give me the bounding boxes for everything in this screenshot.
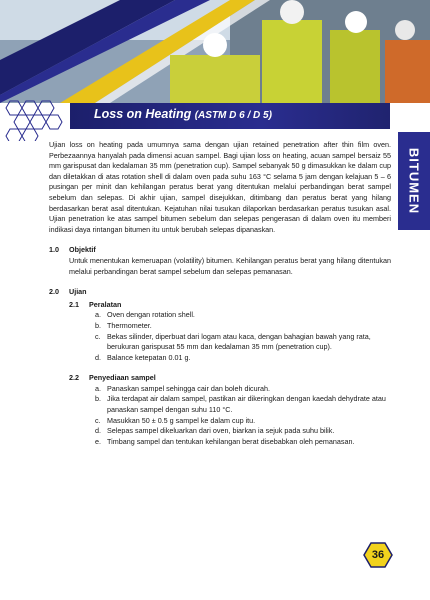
intro-paragraph: Ujian loss on heating pada umumnya sama dengan ujian retained penetration after thin film oven. Perbezaannya hanyalah pada dimensi acuan sampel. Bagi ujian loss on heating, acuan sampel bersaiz 55 mm garispusat dan kedalaman 35 mm (penetration cup). Sampel sebanyak 50 g dimasukkan ke dalam cup dan diletakkan di atas rotation shell di dalam oven pada suhu 163 °C selama 5 jam dengan kelajuan 5 – 6 pusingan per minit dan kehilangan peratus berat yang ditentukan melalui perbandingan berat sampel sebelum dan selepas. Di akhir ujian, sampel disejukkan, ditimbang dan peratus berat yang hilang berdasarkan berat asal ditentukan. Kejatuhan nilai tusukan dilaporkan berdasarkan peratus tusukan asal. Ujian penetration ke atas sampel bitumen sebelum dan selepas pengerasan di dalam oven itu memberi indikasi daya rintangan bitumen itu untuk berubah selepas dipanaskan.: [49, 140, 391, 234]
title-standard: (ASTM D 6 / D 5): [194, 110, 272, 121]
content: [49, 140, 391, 447]
title-main: Loss on Heating: [94, 107, 192, 121]
list-item: [95, 416, 391, 427]
hexagon-pattern-icon: [0, 97, 80, 141]
list-letter: c.: [95, 331, 101, 341]
list-item: [95, 310, 391, 321]
subsection-penyediaan: [69, 373, 391, 447]
subsection-title: Penyediaan sampel: [89, 373, 156, 383]
section-number: 1.0: [49, 245, 59, 255]
list-text: Thermometer.: [107, 320, 152, 330]
list-letter: a.: [95, 310, 101, 320]
list-letter: e.: [95, 436, 101, 446]
list-item: [95, 384, 391, 395]
list-text: Timbang sampel dan tentukan kehilangan berat disebabkan oleh pemanasan.: [107, 436, 355, 446]
list-text: Bekas silinder, diperbuat dari logam atau kaca, dengan bahagian bawah yang rata, berukuran garispusat 55 mm dan kedalaman 35 mm (penetration cup).: [107, 331, 371, 352]
list-text: Panaskan sampel sehingga cair dan boleh dicurah.: [107, 383, 271, 393]
section-ujian: [49, 287, 391, 447]
section-number: 2.0: [49, 287, 59, 297]
penyediaan-list: [69, 384, 391, 448]
subsection-title: Peralatan: [89, 299, 122, 309]
list-text: Oven dengan rotation shell.: [107, 310, 195, 320]
section-body: Untuk menentukan kemeruapan (volatility) bitumen. Kehilangan peratus berat yang hilang ditentukan melalui perbandingan berat sampel sebelum dan selepas pemanasan.: [69, 255, 391, 276]
section-heading: [49, 287, 391, 298]
list-item: [95, 394, 391, 415]
list-item: [95, 426, 391, 437]
peralatan-list: [69, 310, 391, 363]
page-number-badge: [363, 542, 393, 568]
subsection-number: 2.1: [69, 299, 79, 309]
list-text: Jika terdapat air dalam sampel, pastikan air dikeringkan dengan kaedah dehydrate atau panaskan sampel dengan suhu 110 °C.: [107, 394, 386, 415]
section-objektif: [49, 245, 391, 277]
page-number: 36: [371, 549, 385, 561]
subsection-number: 2.2: [69, 373, 79, 383]
list-letter: b.: [95, 320, 101, 330]
section-title: Objektif: [69, 245, 96, 255]
list-item: [95, 321, 391, 332]
list-text: Balance ketepatan 0.01 g.: [107, 352, 191, 362]
subsection-heading: [69, 300, 391, 311]
list-text: Selepas sampel dikeluarkan dari oven, biarkan ia sejuk pada suhu bilik.: [107, 426, 335, 436]
list-letter: d.: [95, 426, 101, 436]
section-title: Ujian: [69, 287, 87, 297]
side-tab-bitumen: [398, 132, 430, 230]
list-letter: d.: [95, 352, 101, 362]
list-item: [95, 353, 391, 364]
list-item: [95, 437, 391, 448]
section-heading: [49, 245, 391, 256]
subsection-heading: [69, 373, 391, 384]
subsection-peralatan: [69, 300, 391, 364]
side-tab-label: BITUMEN: [406, 147, 422, 215]
list-letter: a.: [95, 383, 101, 393]
list-text: Masukkan 50 ± 0.5 g sampel ke dalam cup itu.: [107, 415, 256, 425]
construction-workers-image: [0, 0, 430, 103]
header-photo: [0, 0, 430, 103]
list-letter: b.: [95, 394, 101, 404]
page-title: [94, 104, 272, 126]
list-letter: c.: [95, 415, 101, 425]
list-item: [95, 332, 391, 353]
